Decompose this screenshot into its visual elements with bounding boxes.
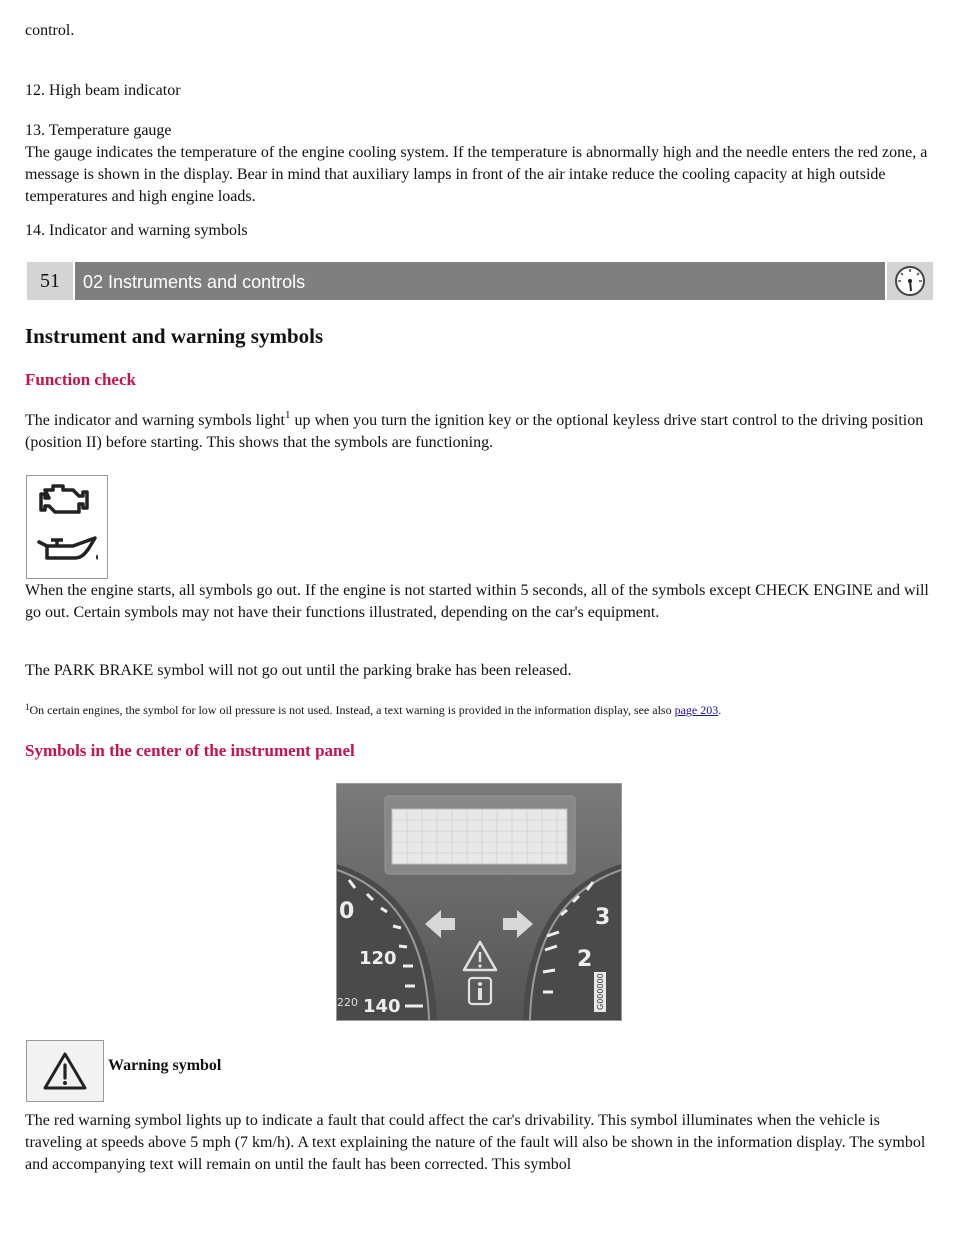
check-engine-icon [41, 486, 87, 512]
function-check-text [25, 410, 930, 454]
function-check-text-b: up when you turn the ignition key or the optional keyless drive start control to the driving position (position II) before starting. This shows that the symbols are functioning. [25, 412, 924, 451]
instrument-panel-illustration [336, 783, 622, 1021]
center-symbols-heading: Symbols in the center of the instrument panel [25, 741, 355, 760]
footnote-number: 1 [25, 702, 30, 712]
section-title: Instrument and warning symbols [25, 324, 324, 348]
intro-continuation: control. [25, 22, 75, 39]
gauge-label-140: 140 [363, 996, 401, 1017]
function-check-heading: Function check [25, 370, 136, 389]
warning-triangle-icon [26, 1040, 104, 1102]
panel-code: G000000 [596, 973, 605, 1010]
item-13 [25, 120, 930, 208]
oil-pressure-icon [39, 538, 98, 560]
gauge-label-2: 2 [577, 947, 593, 972]
function-check-text-a: The indicator and warning symbols light [25, 412, 285, 429]
gauge-label-3: 3 [595, 905, 611, 930]
warning-symbol-text: The red warning symbol lights up to indicate a fault that could affect the car's drivability. This symbol illuminates when the vehicle is traveling at speeds above 5 mph (7 km/h). A text explaining the nature of the fault will also be shown in the information display. The symbol and accompanying text will remain on until the fault has been corrected. This symbol [25, 1112, 926, 1173]
chapter-bar [27, 262, 933, 300]
footnote-text: On certain engines, the symbol for low oil pressure is not used. Instead, a text warning is provided in the information display, see also [29, 703, 675, 717]
chapter-title: 02 Instruments and controls [75, 262, 885, 300]
after-start-text: When the engine starts, all symbols go out. If the engine is not started within 5 seconds, all of the symbols except CHECK ENGINE and will go out. Certain symbols may not have their functions illustrated, depending on the car's equipment. [25, 582, 929, 621]
symbol-icon-box [26, 475, 108, 579]
footnote-page-link[interactable]: page 203 [674, 703, 719, 717]
gauge-label-0: 0 [339, 899, 355, 924]
item-13-body: The gauge indicates the temperature of the engine cooling system. If the temperature is abnormally high and the needle enters the red zone, a message is shown in the display. Bear in mind that auxiliary lamps in front of the air intake reduce the cooling capacity at high outside temperatures and high engine loads. [25, 144, 928, 205]
footnote-end: . [718, 703, 722, 717]
park-brake-text: The PARK BRAKE symbol will not go out until the parking brake has been released. [25, 662, 572, 679]
gauge-label-220: 220 [337, 996, 358, 1009]
item-12: 12. High beam indicator [25, 82, 181, 99]
footnote-marker: 1 [284, 409, 291, 421]
item-14: 14. Indicator and warning symbols [25, 222, 248, 239]
chapter-page-number: 51 [27, 262, 73, 300]
footnote [25, 702, 721, 718]
item-13-title: 13. Temperature gauge [25, 122, 172, 139]
gauge-label-120: 120 [359, 948, 397, 969]
gauge-icon [887, 262, 933, 300]
warning-symbol-label: Warning symbol [108, 1057, 222, 1074]
